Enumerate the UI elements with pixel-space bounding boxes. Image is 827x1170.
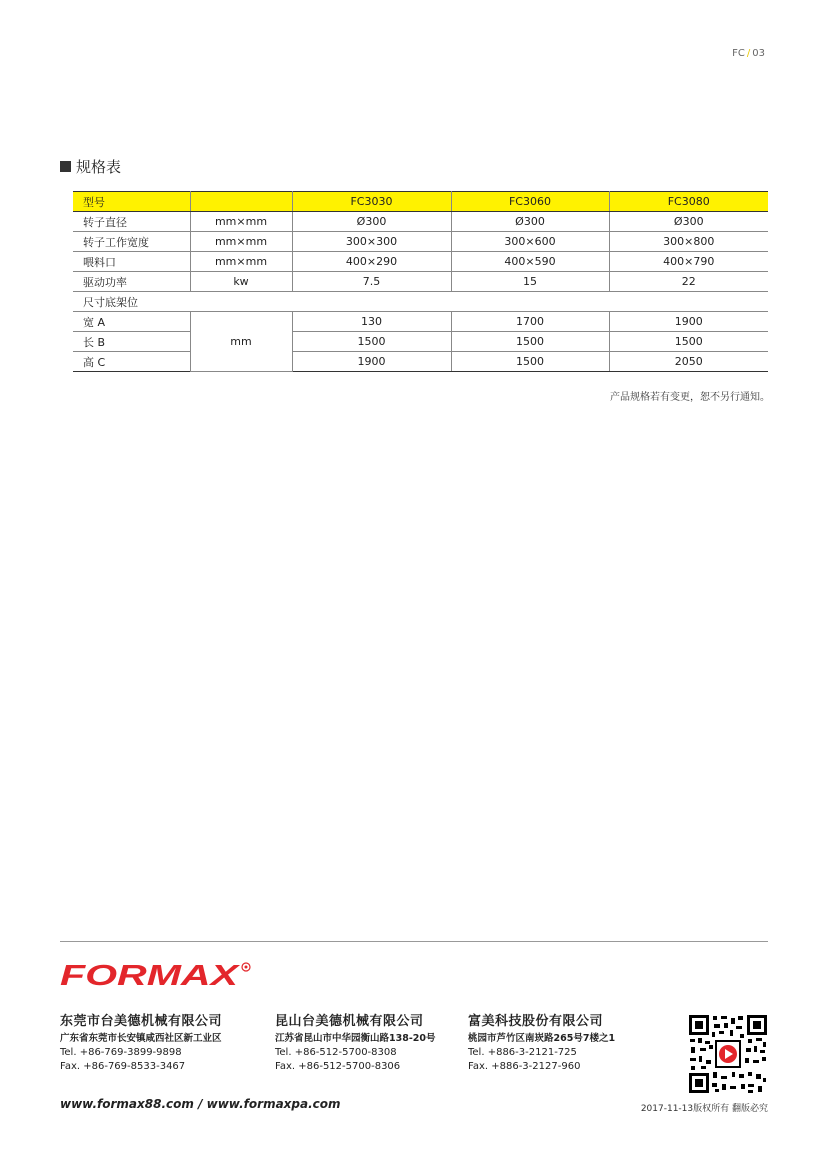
header-fc3060: FC3060 [451,192,609,212]
company-name: 昆山台美德机械有限公司 [275,1014,424,1029]
company-fax: Fax. +86-512-5700-8306 [275,1061,401,1072]
table-row [73,212,768,232]
row-value: 300×300 [292,232,451,252]
row-value: 2050 [609,352,768,372]
footer-divider [60,941,768,942]
row-label: 喂料口 [73,252,190,272]
table-row [73,232,768,252]
copyright: 2017-11-13版权所有 翻版必究 [640,1104,768,1114]
row-label: 宽 A [73,312,190,332]
page-slash: / [746,48,751,59]
header-fc3080: FC3080 [609,192,768,212]
row-value: 1500 [451,352,609,372]
row-value: Ø300 [451,212,609,232]
qr-code-icon[interactable] [688,1014,768,1094]
row-label: 高 C [73,352,190,372]
company-fax: Fax. +886-3-2127-960 [468,1061,581,1072]
row-value: 22 [609,272,768,292]
row-value: 400×790 [609,252,768,272]
square-bullet-icon [60,161,71,172]
table-subheading-row [73,292,768,312]
company-name: 东莞市台美德机械有限公司 [60,1014,223,1029]
company-taiwan [468,1015,615,1074]
row-label: 转子工作宽度 [73,232,190,252]
formax-logo [60,961,252,989]
row-value: 15 [451,272,609,292]
company-address: 桃园市芦竹区南崁路265号7楼之1 [468,1033,616,1044]
company-fax: Fax. +86-769-8533-3467 [60,1061,186,1072]
table-row [73,252,768,272]
row-unit: mm×mm [190,252,292,272]
row-unit: mm×mm [190,212,292,232]
row-value: Ø300 [609,212,768,232]
row-value: Ø300 [292,212,451,232]
table-row [73,352,768,372]
company-dongguan [60,1015,222,1074]
logo-text: FORMAX [60,961,241,989]
row-value: 1900 [292,352,451,372]
company-name: 富美科技股份有限公司 [468,1014,604,1029]
row-value: 1500 [451,332,609,352]
company-tel: Tel. +886-3-2121-725 [468,1047,577,1058]
page-number-value: 03 [752,48,765,59]
row-value: 7.5 [292,272,451,292]
row-value: 130 [292,312,451,332]
change-notice: 产品规格若有变更，恕不另行通知。 [610,392,770,403]
row-unit: kw [190,272,292,292]
row-value: 1500 [609,332,768,352]
table-subheading: 尺寸底架位 [73,292,768,312]
spec-table [73,191,768,372]
table-header-row [73,192,768,212]
row-unit: mm×mm [190,232,292,252]
section-title [60,156,121,177]
row-value: 1900 [609,312,768,332]
company-tel: Tel. +86-512-5700-8308 [275,1047,397,1058]
page-prefix: FC [732,48,745,59]
website-links[interactable]: www.formax88.com / www.formaxpa.com [60,1097,341,1111]
row-value: 400×290 [292,252,451,272]
row-value: 1700 [451,312,609,332]
header-unit [190,192,292,212]
company-tel: Tel. +86-769-3899-9898 [60,1047,182,1058]
header-fc3030: FC3030 [292,192,451,212]
row-value: 400×590 [451,252,609,272]
row-label: 长 B [73,332,190,352]
row-value: 300×600 [451,232,609,252]
page-number [732,48,765,59]
row-label: 驱动功率 [73,272,190,292]
table-row [73,272,768,292]
company-kunshan [275,1015,436,1074]
header-model: 型号 [73,192,190,212]
company-address: 江苏省昆山市中华园衡山路138-20号 [275,1033,436,1044]
row-value: 1500 [292,332,451,352]
company-address: 广东省东莞市长安镇咸西社区新工业区 [60,1033,222,1044]
section-title-text: 规格表 [76,158,122,176]
row-label: 转子直径 [73,212,190,232]
row-value: 300×800 [609,232,768,252]
table-row [73,312,768,332]
dim-unit: mm [190,312,292,372]
table-row [73,332,768,352]
